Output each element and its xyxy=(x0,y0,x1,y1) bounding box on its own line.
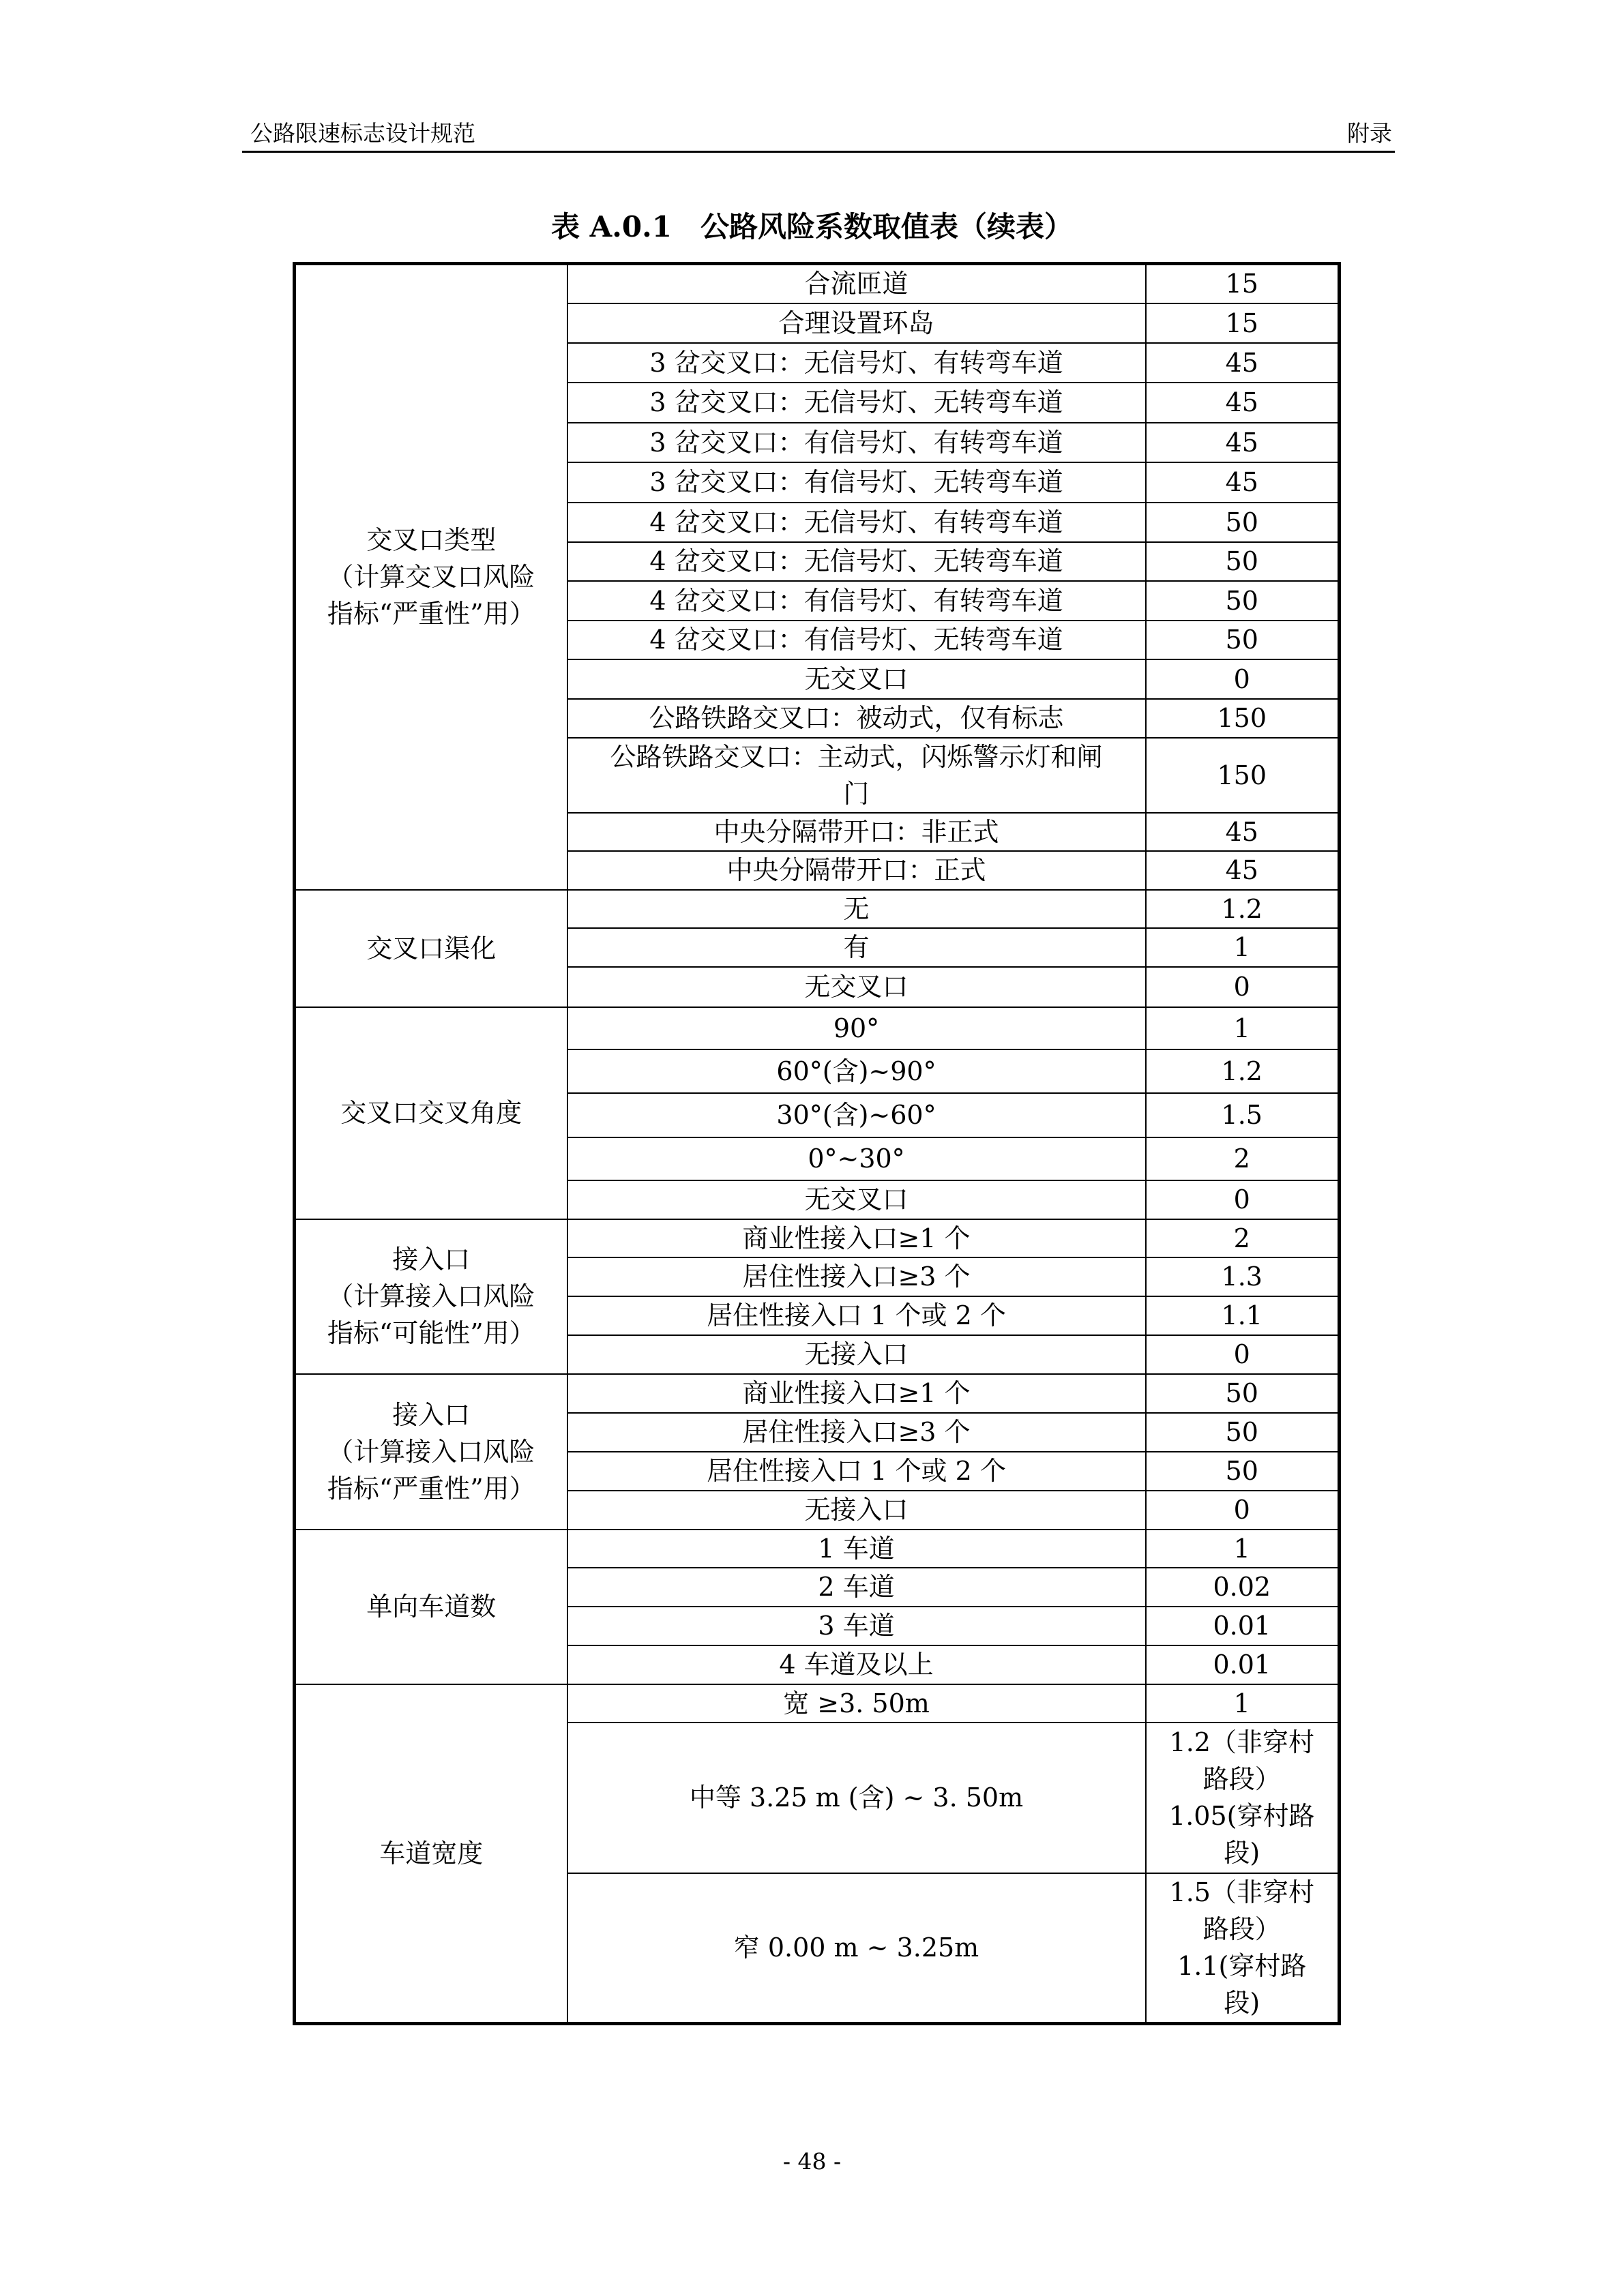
value-line: 0 xyxy=(1233,1339,1250,1369)
value-line: 1 xyxy=(1233,1013,1250,1043)
item-line: 30°(含)~60° xyxy=(776,1100,936,1130)
item-line: 1 车道 xyxy=(818,1533,895,1564)
item-cell xyxy=(567,738,1146,813)
value-cell xyxy=(1146,1335,1340,1374)
table-row xyxy=(295,890,1340,928)
category-cell xyxy=(295,1219,567,1374)
value-line: 50 xyxy=(1225,1378,1258,1408)
item-cell xyxy=(567,813,1146,851)
item-line: 4 车道及以上 xyxy=(779,1650,934,1680)
item-line: 宽 ≥3. 50m xyxy=(783,1688,930,1718)
value-line: 1.2 xyxy=(1221,1056,1263,1086)
item-cell xyxy=(567,1873,1146,2024)
value-cell xyxy=(1146,343,1340,383)
value-line: 1.3 xyxy=(1221,1262,1263,1292)
item-cell xyxy=(567,699,1146,738)
value-cell xyxy=(1146,1007,1340,1049)
value-cell xyxy=(1146,699,1340,738)
item-line: 0°~30° xyxy=(808,1144,905,1174)
item-cell xyxy=(567,423,1146,462)
category-line: 接入口 xyxy=(392,1244,471,1274)
item-line: 无接入口 xyxy=(804,1339,909,1369)
item-cell xyxy=(567,1607,1146,1645)
value-line: 段) xyxy=(1224,1838,1260,1868)
value-line: 1.2（非穿村 xyxy=(1169,1727,1314,1757)
value-line: 50 xyxy=(1225,1456,1258,1486)
category-line: 车道宽度 xyxy=(379,1838,484,1868)
value-line: 路段） xyxy=(1202,1764,1281,1794)
value-cell xyxy=(1146,462,1340,503)
item-line: 居住性接入口 1 个或 2 个 xyxy=(707,1300,1006,1330)
item-cell xyxy=(567,1413,1146,1452)
category-line: 接入口 xyxy=(392,1399,471,1430)
value-cell xyxy=(1146,503,1340,542)
value-cell xyxy=(1146,851,1340,890)
item-cell xyxy=(567,462,1146,503)
page-number: - 48 - xyxy=(782,2148,842,2175)
value-line: 45 xyxy=(1225,467,1258,497)
value-cell xyxy=(1146,1219,1340,1257)
item-line: 无交叉口 xyxy=(804,1184,909,1214)
item-cell xyxy=(567,967,1146,1007)
item-cell xyxy=(567,1093,1146,1137)
value-line: 45 xyxy=(1225,816,1258,847)
value-line: 1.5（非穿村 xyxy=(1169,1877,1314,1908)
value-line: 1.05(穿村路 xyxy=(1169,1801,1315,1831)
category-line: 指标“严重性”用） xyxy=(327,1473,535,1504)
item-line: 3 车道 xyxy=(818,1611,895,1641)
value-line: 0.01 xyxy=(1213,1650,1271,1680)
item-line: 合理设置环岛 xyxy=(778,308,934,338)
item-line: 中等 3.25 m (含) ~ 3. 50m xyxy=(689,1783,1024,1813)
value-line: 1.1(穿村路 xyxy=(1177,1951,1307,1982)
value-cell xyxy=(1146,1684,1340,1723)
item-line: 窄 0.00 m ~ 3.25m xyxy=(733,1933,979,1963)
item-line: 门 xyxy=(843,778,870,809)
item-line: 3 岔交叉口：无信号灯、无转弯车道 xyxy=(649,387,1063,417)
value-line: 1.1 xyxy=(1221,1300,1263,1330)
value-cell xyxy=(1146,1137,1340,1180)
value-cell xyxy=(1146,1180,1340,1219)
value-cell xyxy=(1146,928,1340,967)
value-line: 0 xyxy=(1233,664,1250,694)
value-cell xyxy=(1146,1049,1340,1093)
table-row xyxy=(295,1374,1340,1413)
item-line: 无 xyxy=(843,893,870,924)
category-line: 交叉口类型 xyxy=(366,525,497,556)
item-line: 有 xyxy=(843,932,870,962)
item-line: 公路铁路交叉口：被动式，仅有标志 xyxy=(649,703,1064,733)
item-cell xyxy=(567,1049,1146,1093)
item-line: 居住性接入口≥3 个 xyxy=(742,1417,971,1447)
value-line: 50 xyxy=(1225,585,1258,616)
item-cell xyxy=(567,581,1146,621)
item-cell xyxy=(567,1723,1146,1873)
value-line: 15 xyxy=(1225,308,1258,338)
value-cell xyxy=(1146,1491,1340,1530)
item-line: 3 岔交叉口：有信号灯、有转弯车道 xyxy=(649,427,1063,458)
value-cell xyxy=(1146,1607,1340,1645)
value-line: 0.02 xyxy=(1213,1572,1271,1602)
value-line: 0 xyxy=(1233,972,1250,1002)
value-cell xyxy=(1146,1873,1340,2024)
item-line: 4 岔交叉口：无信号灯、有转弯车道 xyxy=(649,507,1063,537)
item-line: 4 岔交叉口：有信号灯、有转弯车道 xyxy=(649,585,1063,616)
category-cell xyxy=(295,1374,567,1530)
table-title: 表 A.0.1 公路风险系数取值表（续表） xyxy=(551,210,1073,243)
item-cell xyxy=(567,1374,1146,1413)
item-cell xyxy=(567,542,1146,581)
value-cell xyxy=(1146,1645,1340,1684)
value-cell xyxy=(1146,1568,1340,1607)
item-line: 无接入口 xyxy=(804,1495,909,1525)
value-cell xyxy=(1146,659,1340,699)
value-cell xyxy=(1146,1093,1340,1137)
value-cell xyxy=(1146,1374,1340,1413)
value-line: 45 xyxy=(1225,855,1258,885)
value-cell xyxy=(1146,423,1340,462)
value-cell xyxy=(1146,1257,1340,1296)
item-cell xyxy=(567,1219,1146,1257)
value-line: 150 xyxy=(1217,703,1267,733)
value-cell xyxy=(1146,1296,1340,1335)
category-cell xyxy=(295,890,567,1007)
value-line: 50 xyxy=(1225,1417,1258,1447)
item-cell xyxy=(567,928,1146,967)
value-cell xyxy=(1146,1723,1340,1873)
value-line: 50 xyxy=(1225,546,1258,576)
item-cell xyxy=(567,1296,1146,1335)
item-line: 居住性接入口≥3 个 xyxy=(742,1262,971,1292)
value-cell xyxy=(1146,264,1340,303)
value-cell xyxy=(1146,303,1340,343)
item-line: 居住性接入口 1 个或 2 个 xyxy=(707,1456,1006,1486)
value-cell xyxy=(1146,581,1340,621)
value-line: 1.5 xyxy=(1221,1100,1263,1130)
table-row xyxy=(295,1219,1340,1257)
value-cell xyxy=(1146,967,1340,1007)
value-cell xyxy=(1146,383,1340,423)
item-line: 60°(含)~90° xyxy=(776,1056,936,1086)
value-cell xyxy=(1146,1530,1340,1568)
item-cell xyxy=(567,851,1146,890)
value-line: 1 xyxy=(1233,1688,1250,1718)
item-line: 合流匝道 xyxy=(804,269,909,299)
item-cell xyxy=(567,383,1146,423)
value-line: 150 xyxy=(1217,760,1267,790)
item-cell xyxy=(567,659,1146,699)
value-cell xyxy=(1146,890,1340,928)
item-line: 3 岔交叉口：无信号灯、有转弯车道 xyxy=(649,347,1063,378)
value-cell xyxy=(1146,1413,1340,1452)
value-line: 段) xyxy=(1224,1988,1260,2018)
item-line: 商业性接入口≥1 个 xyxy=(742,1378,971,1408)
item-cell xyxy=(567,1568,1146,1607)
value-line: 45 xyxy=(1225,387,1258,417)
value-cell xyxy=(1146,542,1340,581)
value-line: 45 xyxy=(1225,347,1258,378)
value-cell xyxy=(1146,621,1340,659)
running-header xyxy=(242,115,1395,153)
category-line: （计算交叉口风险 xyxy=(327,562,535,593)
item-cell xyxy=(567,621,1146,659)
item-line: 4 岔交叉口：无信号灯、无转弯车道 xyxy=(649,546,1063,576)
item-cell xyxy=(567,1257,1146,1296)
item-cell xyxy=(567,1180,1146,1219)
item-line: 3 岔交叉口：有信号灯、无转弯车道 xyxy=(649,467,1063,497)
value-line: 路段） xyxy=(1202,1914,1281,1945)
item-line: 4 岔交叉口：有信号灯、无转弯车道 xyxy=(649,625,1063,655)
value-line: 0.01 xyxy=(1213,1611,1271,1641)
category-cell xyxy=(295,1684,567,2024)
item-line: 中央分隔带开口：非正式 xyxy=(713,816,999,847)
header-document-title: 公路限速标志设计规范 xyxy=(250,120,475,147)
value-line: 0 xyxy=(1233,1184,1250,1214)
item-line: 2 车道 xyxy=(818,1572,895,1602)
item-cell xyxy=(567,1530,1146,1568)
value-line: 15 xyxy=(1225,269,1258,299)
category-line: （计算接入口风险 xyxy=(327,1436,535,1467)
value-line: 0 xyxy=(1233,1495,1250,1525)
category-cell xyxy=(295,1007,567,1219)
item-cell xyxy=(567,1452,1146,1491)
item-cell xyxy=(567,1137,1146,1180)
item-line: 公路铁路交叉口：主动式，闪烁警示灯和闸 xyxy=(610,741,1103,772)
item-line: 无交叉口 xyxy=(804,664,909,694)
item-line: 无交叉口 xyxy=(804,972,909,1002)
value-line: 45 xyxy=(1225,427,1258,458)
category-line: 指标“严重性”用） xyxy=(327,599,535,629)
item-cell xyxy=(567,303,1146,343)
risk-coefficient-table xyxy=(293,262,1341,2025)
table-row xyxy=(295,1684,1340,1723)
header-section-name: 附录 xyxy=(1347,120,1392,147)
item-cell xyxy=(567,1684,1146,1723)
item-line: 商业性接入口≥1 个 xyxy=(742,1223,971,1253)
category-cell xyxy=(295,1530,567,1684)
item-cell xyxy=(567,890,1146,928)
value-line: 2 xyxy=(1233,1223,1250,1253)
table-body xyxy=(295,264,1340,2024)
value-cell xyxy=(1146,738,1340,813)
item-cell xyxy=(567,503,1146,542)
value-cell xyxy=(1146,1452,1340,1491)
category-line: 单向车道数 xyxy=(366,1592,497,1622)
category-cell xyxy=(295,264,567,890)
item-cell xyxy=(567,1335,1146,1374)
category-line: 交叉口交叉角度 xyxy=(340,1098,522,1128)
value-cell xyxy=(1146,813,1340,851)
category-line: 交叉口渠化 xyxy=(366,933,497,964)
value-line: 2 xyxy=(1233,1144,1250,1174)
item-cell xyxy=(567,1645,1146,1684)
item-line: 中央分隔带开口：正式 xyxy=(726,855,986,885)
header-rule xyxy=(242,151,1395,153)
item-cell xyxy=(567,1007,1146,1049)
item-cell xyxy=(567,264,1146,303)
category-line: （计算接入口风险 xyxy=(327,1281,535,1311)
value-line: 50 xyxy=(1225,507,1258,537)
table-row xyxy=(295,1530,1340,1568)
item-line: 90° xyxy=(833,1013,880,1043)
value-line: 1.2 xyxy=(1221,893,1263,924)
table-row xyxy=(295,1007,1340,1049)
category-line: 指标“可能性”用） xyxy=(327,1318,535,1348)
value-line: 50 xyxy=(1225,625,1258,655)
item-cell xyxy=(567,343,1146,383)
value-line: 1 xyxy=(1233,932,1250,962)
table-row xyxy=(295,264,1340,303)
item-cell xyxy=(567,1491,1146,1530)
value-line: 1 xyxy=(1233,1533,1250,1564)
